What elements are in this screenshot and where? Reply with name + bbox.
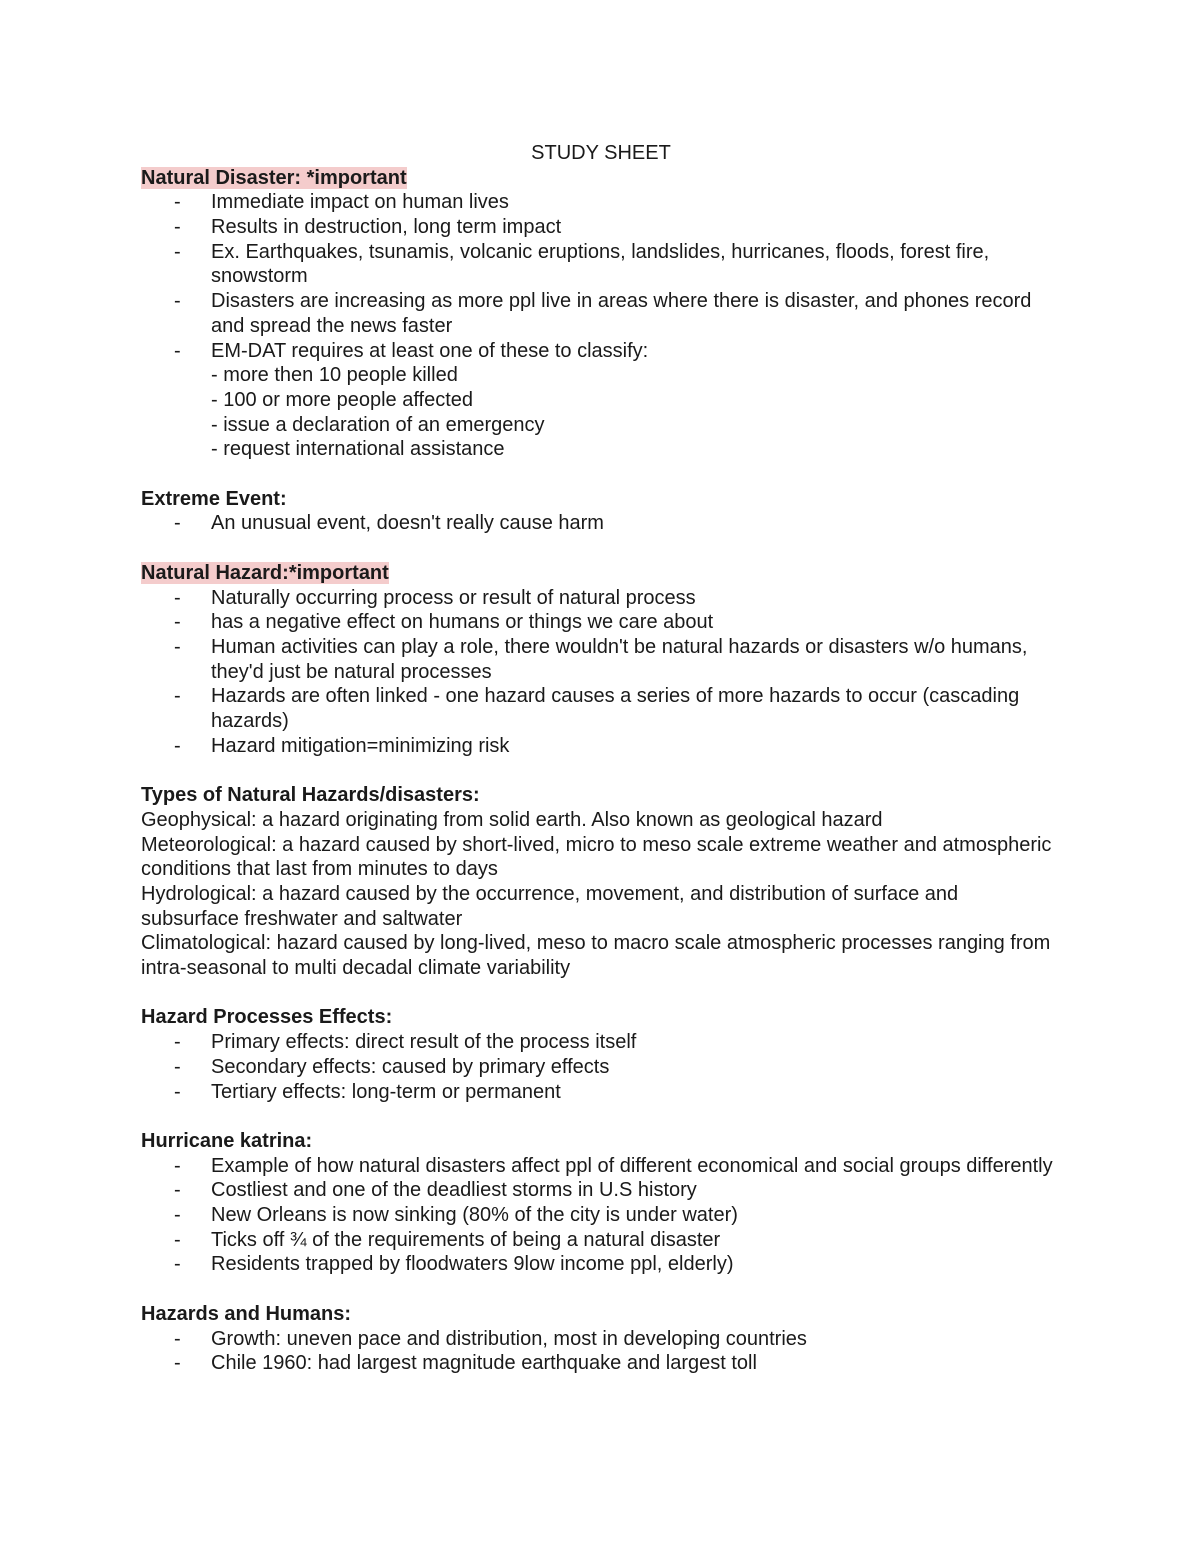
spacer xyxy=(141,758,1061,783)
hazards-humans-list xyxy=(141,1327,1061,1376)
list-item: - EM-DAT requires at least one of these to classify: xyxy=(141,339,1061,364)
section-heading-natural-hazard: Natural Hazard:*important xyxy=(141,561,389,584)
spacer xyxy=(141,1104,1061,1129)
list-item: - Disasters are increasing as more ppl live in areas where there is disaster, and phones record and spread the news faster xyxy=(141,289,1061,338)
spacer xyxy=(141,462,1061,487)
hazard-type-geophysical: Geophysical: a hazard originating from solid earth. Also known as geological hazard xyxy=(141,808,883,831)
list-item: - Chile 1960: had largest magnitude earthquake and largest toll xyxy=(141,1351,1061,1376)
section-heading-hazard-effects: Hazard Processes Effects: xyxy=(141,1006,393,1029)
hazard-type-meteorological: Meteorological: a hazard caused by short-lived, micro to meso scale extreme weather and atmospheric conditions that last from minutes to days xyxy=(141,833,1052,881)
list-item: - An unusual event, doesn't really cause harm xyxy=(141,511,1061,536)
list-item: - Hazards are often linked - one hazard causes a series of more hazards to occur (cascading hazards) xyxy=(141,684,1061,733)
hazard-effects-list xyxy=(141,1030,1061,1104)
list-item: - Primary effects: direct result of the process itself xyxy=(141,1030,1061,1055)
spacer xyxy=(141,536,1061,561)
list-item: - Results in destruction, long term impact xyxy=(141,215,1061,240)
hazard-type-climatological: Climatological: hazard caused by long-lived, meso to macro scale atmospheric processes ranging from intra-seasonal to multi decadal climate variability xyxy=(141,932,1051,980)
hazard-type-hydrological: Hydrological: a hazard caused by the occurrence, movement, and distribution of surface and subsurface freshwater and saltwater xyxy=(141,882,959,930)
section-heading-hurricane-katrina: Hurricane katrina: xyxy=(141,1129,313,1152)
spacer xyxy=(141,981,1061,1006)
list-item: - Secondary effects: caused by primary effects xyxy=(141,1055,1061,1080)
list-item: - Naturally occurring process or result of natural process xyxy=(141,586,1061,611)
list-item: - Residents trapped by floodwaters 9low income ppl, elderly) xyxy=(141,1252,1061,1277)
list-item: - New Orleans is now sinking (80% of the city is under water) xyxy=(141,1203,1061,1228)
extreme-event-list xyxy=(141,511,1061,536)
em-dat-criterion: - 100 or more people affected xyxy=(211,389,474,411)
list-item: - has a negative effect on humans or things we care about xyxy=(141,610,1061,635)
list-item: - Ticks off ¾ of the requirements of being a natural disaster xyxy=(141,1228,1061,1253)
document-title: STUDY SHEET xyxy=(531,142,671,164)
section-heading-hazards-humans: Hazards and Humans: xyxy=(141,1302,352,1325)
natural-hazard-list xyxy=(141,586,1061,759)
list-item: - Ex. Earthquakes, tsunamis, volcanic eruptions, landslides, hurricanes, floods, forest fire, snowstorm xyxy=(141,240,1061,289)
em-dat-criterion: - issue a declaration of an emergency xyxy=(211,413,545,436)
list-item: - Costliest and one of the deadliest storms in U.S history xyxy=(141,1178,1061,1203)
hurricane-katrina-list xyxy=(141,1154,1061,1278)
document-page xyxy=(141,141,1061,1376)
list-item: - Example of how natural disasters affect ppl of different economical and social groups differently xyxy=(141,1154,1061,1179)
natural-disaster-list xyxy=(141,190,1061,363)
spacer xyxy=(141,1277,1061,1302)
list-item: - Growth: uneven pace and distribution, most in developing countries xyxy=(141,1327,1061,1352)
section-heading-natural-disaster: Natural Disaster: *important xyxy=(141,166,407,189)
em-dat-criterion: - request international assistance xyxy=(211,438,505,461)
list-item: - Human activities can play a role, there wouldn't be natural hazards or disasters w/o humans, they'd just be natural processes xyxy=(141,635,1061,684)
list-item: - Hazard mitigation=minimizing risk xyxy=(141,734,1061,759)
list-item: - Immediate impact on human lives xyxy=(141,190,1061,215)
list-item: - Tertiary effects: long-term or permanent xyxy=(141,1080,1061,1105)
em-dat-criterion: - more then 10 people killed xyxy=(211,364,458,387)
section-heading-extreme-event: Extreme Event: xyxy=(141,487,287,510)
section-heading-hazard-types: Types of Natural Hazards/disasters: xyxy=(141,784,480,807)
